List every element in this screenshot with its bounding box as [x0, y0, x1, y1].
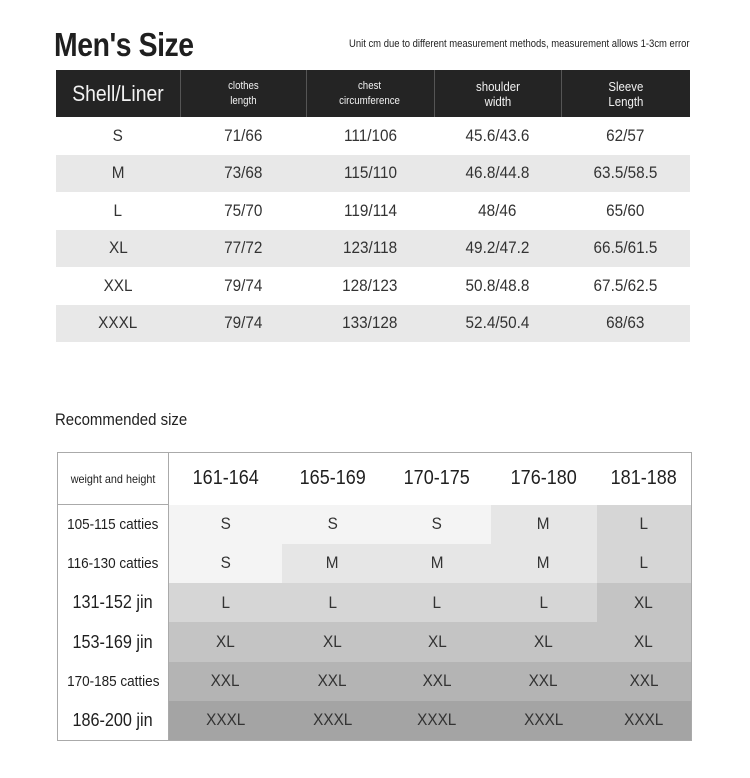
measurement-cell: 46.8/44.8: [434, 155, 561, 193]
recommended-row: [58, 505, 692, 544]
measurement-cell: 48/46: [434, 192, 561, 230]
header-shell-liner: Shell/Liner: [56, 70, 180, 117]
measurement-cell: 79/74: [180, 267, 306, 305]
measurement-cell: 67.5/62.5: [561, 267, 690, 305]
weight-range: 105-115 catties: [58, 505, 169, 544]
measurement-cell: 73/68: [180, 155, 306, 193]
size-row: [56, 267, 690, 305]
measurement-note: Unit cm due to different measurement methods, measurement allows 1-3cm error: [349, 38, 690, 50]
measurement-cell: 71/66: [180, 117, 306, 155]
weight-range: 170-185 catties: [58, 662, 169, 701]
recommended-size-cell: L: [597, 544, 692, 583]
measurement-cell: 75/70: [180, 192, 306, 230]
measurement-cell: 128/123: [306, 267, 434, 305]
recommended-size-cell: S: [169, 505, 282, 544]
corner-label: weight and height: [58, 453, 169, 505]
measurement-cell: 133/128: [306, 305, 434, 343]
recommended-size-cell: XL: [597, 583, 692, 622]
measurement-cell: 45.6/43.6: [434, 117, 561, 155]
height-range: 181-188: [597, 453, 692, 505]
recommended-size-cell: XL: [384, 622, 491, 661]
size-label: XL: [56, 230, 180, 268]
size-row: [56, 155, 690, 193]
recommended-size-cell: XL: [282, 622, 384, 661]
height-range: 176-180: [491, 453, 597, 505]
recommended-size-cell: S: [384, 505, 491, 544]
recommended-size-cell: XL: [169, 622, 282, 661]
size-table-header: [56, 70, 690, 117]
recommended-size-cell: XXXL: [384, 701, 491, 740]
recommended-size-cell: XXL: [384, 662, 491, 701]
measurement-cell: 66.5/61.5: [561, 230, 690, 268]
recommended-size-cell: L: [384, 583, 491, 622]
measurement-cell: 68/63: [561, 305, 690, 343]
measurement-cell: 79/74: [180, 305, 306, 343]
recommended-size-cell: S: [169, 544, 282, 583]
size-label: L: [56, 192, 180, 230]
size-row: [56, 117, 690, 155]
size-label: S: [56, 117, 180, 155]
recommended-size-cell: L: [282, 583, 384, 622]
recommended-size-cell: L: [491, 583, 597, 622]
recommended-size-cell: L: [169, 583, 282, 622]
recommended-title: Recommended size: [55, 410, 188, 429]
weight-range: 131-152 jin: [58, 583, 169, 622]
recommended-size-cell: XXXL: [491, 701, 597, 740]
weight-range: 116-130 catties: [58, 544, 169, 583]
recommended-size-cell: L: [597, 505, 692, 544]
recommended-size-cell: M: [282, 544, 384, 583]
header-shoulder-width: shoulder width: [434, 70, 561, 117]
measurement-cell: 50.8/48.8: [434, 267, 561, 305]
recommended-size-cell: S: [282, 505, 384, 544]
height-range: 161-164: [169, 453, 282, 505]
recommended-size-cell: XXXL: [597, 701, 692, 740]
recommended-size-cell: XXL: [597, 662, 692, 701]
measurement-cell: 63.5/58.5: [561, 155, 690, 193]
recommended-size-cell: M: [384, 544, 491, 583]
measurement-cell: 77/72: [180, 230, 306, 268]
recommended-size-cell: XXXL: [169, 701, 282, 740]
measurement-cell: 49.2/47.2: [434, 230, 561, 268]
recommended-row: [58, 662, 692, 701]
measurement-cell: 123/118: [306, 230, 434, 268]
recommended-size-cell: XXXL: [282, 701, 384, 740]
recommended-size-cell: M: [491, 505, 597, 544]
page-title: Men's Size: [54, 26, 194, 63]
size-label: M: [56, 155, 180, 193]
header-sleeve-length: Sleeve Length: [561, 70, 690, 117]
measurement-cell: 52.4/50.4: [434, 305, 561, 343]
recommended-size-cell: XXL: [169, 662, 282, 701]
size-row: [56, 230, 690, 268]
measurement-cell: 65/60: [561, 192, 690, 230]
recommended-row: [58, 544, 692, 583]
recommended-size-cell: XXL: [282, 662, 384, 701]
recommended-size-cell: XL: [597, 622, 692, 661]
measurement-cell: 62/57: [561, 117, 690, 155]
measurement-cell: 119/114: [306, 192, 434, 230]
measurement-cell: 111/106: [306, 117, 434, 155]
weight-range: 186-200 jin: [58, 701, 169, 740]
header-chest-circumference: chest circumference: [306, 70, 434, 117]
height-range: 165-169: [282, 453, 384, 505]
size-table: [56, 70, 690, 343]
size-row: [56, 305, 690, 343]
recommended-header: [58, 453, 692, 505]
recommended-size-cell: M: [491, 544, 597, 583]
recommended-row: [58, 701, 692, 740]
size-label: XXL: [56, 267, 180, 305]
recommended-size-cell: XL: [491, 622, 597, 661]
height-range: 170-175: [384, 453, 491, 505]
measurement-cell: 115/110: [306, 155, 434, 193]
weight-range: 153-169 jin: [58, 622, 169, 661]
recommended-size-cell: XXL: [491, 662, 597, 701]
size-row: [56, 192, 690, 230]
size-label: XXXL: [56, 305, 180, 343]
recommended-row: [58, 622, 692, 661]
header-clothes-length: clothes length: [180, 70, 306, 117]
recommended-size-table: [57, 452, 692, 741]
recommended-row: [58, 583, 692, 622]
